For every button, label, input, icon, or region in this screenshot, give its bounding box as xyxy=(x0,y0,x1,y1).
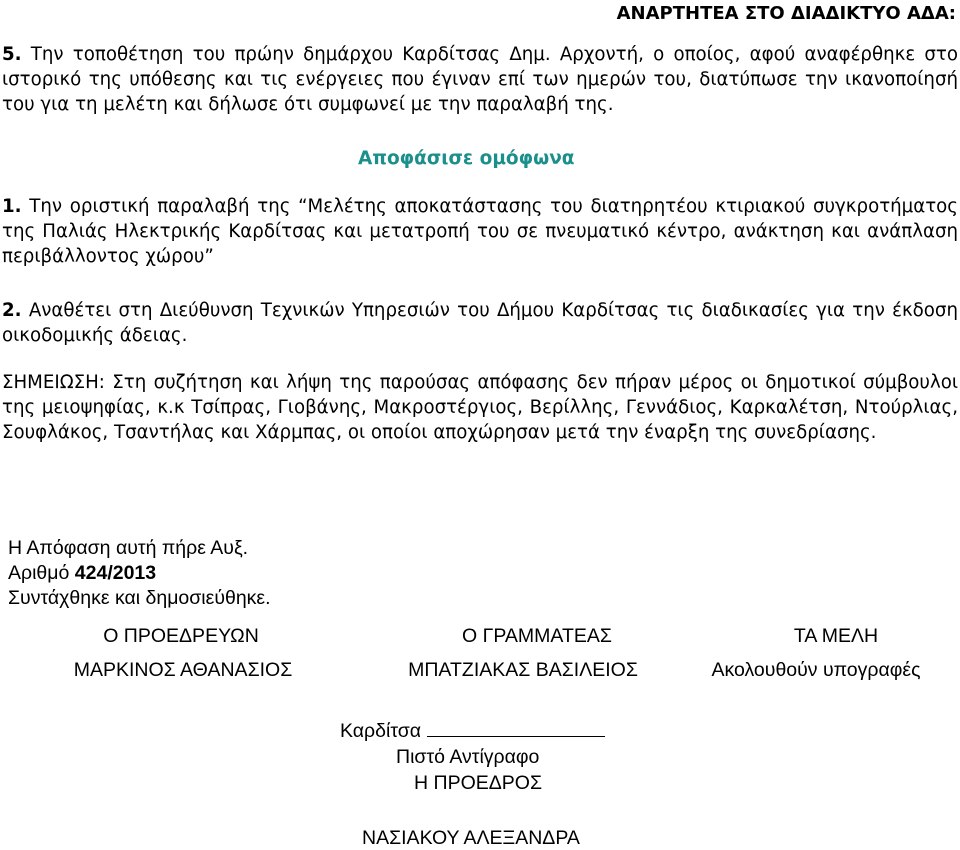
decision-item-1 xyxy=(2,194,958,269)
decision-number-label: Αριθμό xyxy=(8,562,75,584)
true-copy-label: Πιστό Αντίγραφο xyxy=(396,746,540,768)
decision-item-2-number: 2. xyxy=(2,300,22,321)
decision-number: 424/2013 xyxy=(74,562,157,584)
paragraph-5-number: 5. xyxy=(2,44,22,65)
closing-block xyxy=(8,536,271,611)
certification-block xyxy=(340,718,630,796)
note-paragraph: ΣΗΜΕΙΩΣΗ: Στη συζήτηση και λήψη της παρούσας απόφασης δεν πήραν μέρος οι δημοτικοί σύμβουλοι της μειοψηφίας, κ.κ Τσίπρας, Γιοβάνης, Μακροστέργιος, Βερίλλης, Γεννάδιος, Καρκαλέτση, Ντούρλιας, Σουφλάκος, Τσαντήλας και Χάρμπας, οι οποίοι αποχώρησαν μετά την έναρξη της συνεδρίασης. xyxy=(2,372,958,443)
chair-name: ΜΑΡΚΙΝΟΣ ΑΘΑΝΑΣΙΟΣ xyxy=(73,659,293,681)
chair-title: Ο ΠΡΟΕΔΡΕΥΩΝ xyxy=(103,625,259,647)
secretary-name: ΜΠΑΤΖΙΑΚΑΣ ΒΑΣΙΛΕΙΟΣ xyxy=(408,659,638,681)
date-blank-line xyxy=(427,722,605,737)
members-title: ΤΑ ΜΕΛΗ xyxy=(793,625,879,647)
paragraph-5 xyxy=(2,42,958,117)
decision-number-line xyxy=(8,561,271,586)
decision-item-2-text: Αναθέτει στη Διεύθυνση Τεχνικών Υπηρεσιών του Δήμου Καρδίτσας τις διαδικασίες για την έκδοση οικοδομικής άδειας. xyxy=(2,300,958,346)
closing-line-3: Συντάχθηκε και δημοσιεύθηκε. xyxy=(8,587,271,609)
president-name: ΝΑΣΙΑΚΟΥ ΑΛΕΞΑΝΔΡΑ xyxy=(362,827,580,849)
members-note: Ακολουθούν υπογραφές xyxy=(711,659,921,681)
paragraph-5-text: Την τοποθέτηση του πρώην δημάρχου Καρδίτσας Δημ. Αρχοντή, ο οποίος, αφού αναφέρθηκε στο ιστορικό της υπόθεσης και τις ενέργειες που έγιναν επί των ημερών του, διατύπωσε την ικανοποίησή του για τη μελέτη και δήλωσε ότι συμφωνεί με την παραλαβή της. xyxy=(2,44,958,115)
closing-line-1: Η Απόφαση αυτή πήρε Αυξ. xyxy=(8,537,249,559)
place-label: Καρδίτσα xyxy=(340,720,422,742)
decision-item-1-text: Την οριστική παραλαβή της “Μελέτης αποκατάστασης του διατηρητέου κτιριακού συγκροτήματος της Παλιάς Ηλεκτρικής Καρδίτσας και μετατροπή του σε πνευματικό κέντρο, ανάκτηση και ανάπλαση περιβάλλοντος χώρου” xyxy=(2,196,958,267)
posting-note: ΑΝΑΡΤΗΤΕΑ ΣΤΟ ΔΙΑΔΙΚΤΥΟ ΑΔΑ: xyxy=(616,3,956,24)
decision-title: Αποφάσισε ομόφωνα xyxy=(358,148,575,169)
place-line xyxy=(340,718,630,744)
decision-item-2 xyxy=(2,298,958,348)
president-title: Η ΠΡΟΕΔΡΟΣ xyxy=(414,772,543,794)
secretary-title: Ο ΓΡΑΜΜΑΤΕΑΣ xyxy=(462,625,612,647)
decision-item-1-number: 1. xyxy=(2,196,22,217)
